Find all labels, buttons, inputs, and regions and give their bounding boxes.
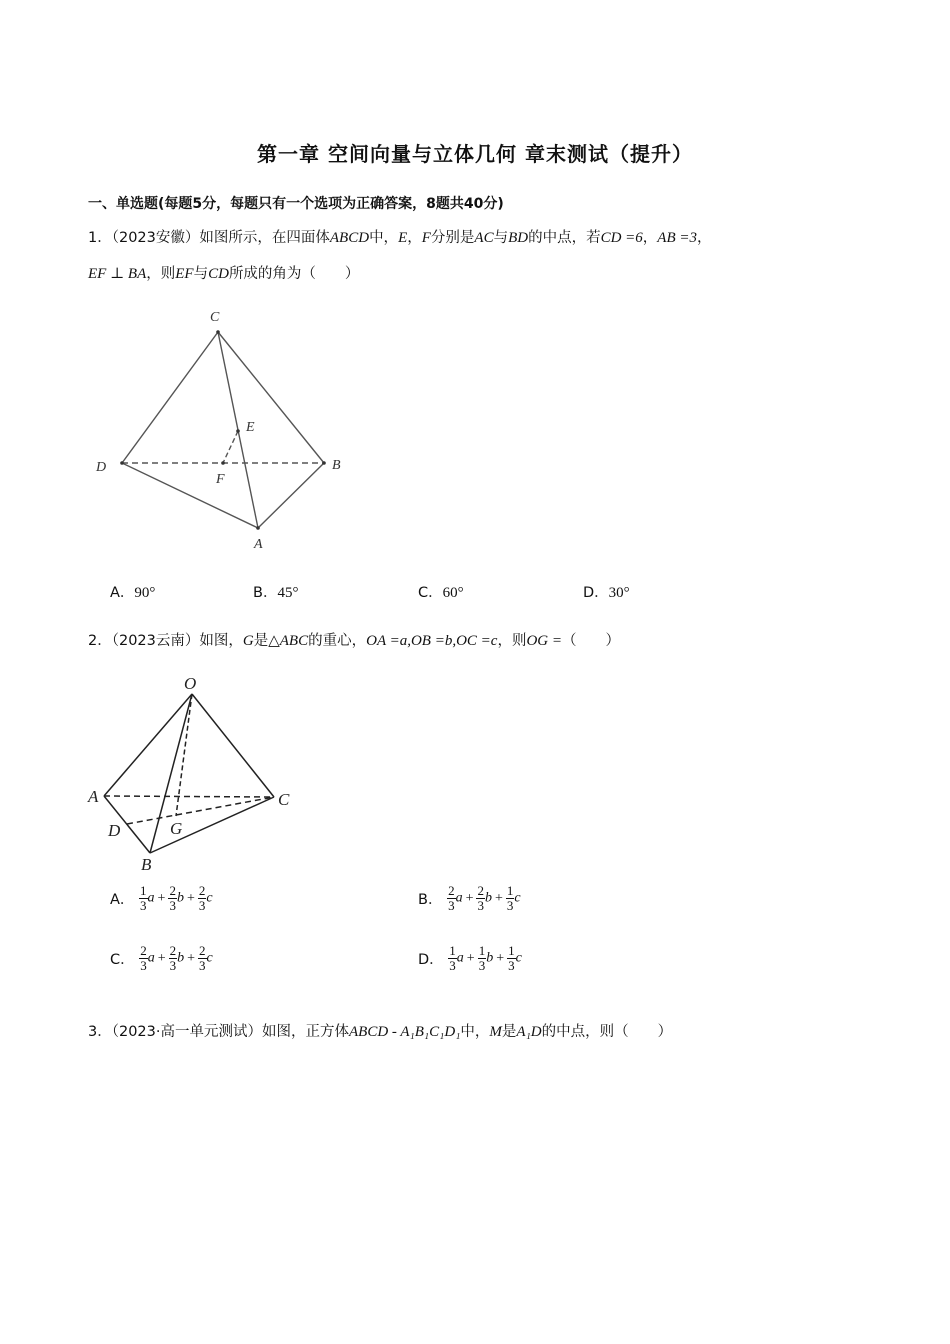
question-number: 3． [88,1024,112,1040]
question-source: （2023云南）如图， [111,633,243,649]
segment-og [176,694,192,816]
page-title: 第一章 空间向量与立体几何 章末测试（提升） [257,142,693,166]
q1-option-d[interactable] [583,581,630,602]
option-label: D． [418,952,444,968]
math: OG = [526,633,562,649]
math: △ABC [268,633,309,649]
vector-c: c [514,890,521,906]
math: AC [474,230,494,246]
text: ，则 [497,633,527,649]
vector-b: b [486,950,494,966]
math: M [489,1024,502,1040]
plus: + [494,890,503,906]
question-source: （2023·高一单元测试）如图，正方体 [111,1024,349,1040]
option-value: 45° [277,585,299,601]
text: 与 [493,230,509,246]
vector-a: a [147,890,155,906]
text: 分别是 [430,230,475,246]
label-c: C [278,790,290,809]
option-label: B． [253,585,278,601]
text: ，则 [146,266,176,282]
label-d: D [108,821,121,840]
point-e [236,429,240,433]
edge-cd [122,332,218,463]
text: ， [642,230,658,246]
vector-a: a [455,890,463,906]
question-2-line-1 [88,629,620,650]
option-value: 30° [608,585,630,601]
text: 所成的角为（ ） [228,266,360,282]
label-d: D [96,460,107,475]
vector-b: b [176,890,184,906]
math: OA =a,OB =b,OC =c [366,633,498,649]
q2-option-a[interactable] [110,884,213,913]
figure-tetrahedron-2 [80,670,320,875]
figure-tetrahedron-1 [80,300,380,560]
text: 的中点，则（ ） [541,1024,673,1040]
math: F [421,230,431,246]
edge-da [122,463,258,528]
math: ABCD [329,230,370,246]
question-number: 2． [88,633,112,649]
plus: + [465,890,474,906]
plus: + [466,950,475,966]
math: BD [508,230,529,246]
label-g: G [170,819,183,838]
option-label: C． [110,952,135,968]
fraction: $\frac{2}{3}$ [169,883,176,913]
text: 中， [369,230,399,246]
question-source: （2023安徽）如图所示，在四面体 [111,230,330,246]
math: G [242,633,254,649]
plus: + [187,950,196,966]
question-1-line-1 [88,226,712,247]
math: CD [208,266,229,282]
text: 中， [460,1024,490,1040]
math: A₁D [516,1024,542,1040]
math: AB =3 [657,230,697,246]
fraction: $\frac{1}{3}$ [449,943,456,973]
fraction: $\frac{2}{3}$ [199,943,206,973]
edge-ba [258,463,324,528]
segment-ef [223,431,238,463]
fraction: $\frac{1}{3}$ [508,943,515,973]
vector-c: c [206,950,213,966]
option-value: 90° [134,585,156,601]
vector-a: a [456,950,464,966]
text: 的重心， [308,633,367,649]
text: ， [697,230,712,246]
math: E [398,230,408,246]
option-label: B． [418,892,443,908]
fraction: $\frac{1}{3}$ [478,943,486,973]
q1-option-b[interactable] [253,581,298,602]
text: 是 [501,1024,517,1040]
text: （ ） [562,633,620,649]
vector-b: b [484,890,492,906]
label-c: C [210,310,220,325]
option-label: A． [110,585,135,601]
point-f [221,461,225,465]
plus: + [186,890,195,906]
question-number: 1． [88,230,112,246]
plus: + [157,950,166,966]
label-b: B [141,855,152,874]
math: EF [175,266,194,282]
median-dc [127,797,274,824]
question-1-line-2 [88,262,359,283]
point-a [256,526,260,530]
fraction: $\frac{2}{3}$ [140,943,147,973]
vector-c: c [515,950,522,966]
text: 的中点，若 [528,230,601,246]
label-e: E [246,420,255,435]
q1-option-a[interactable] [110,581,155,602]
q2-option-b[interactable] [418,884,521,913]
label-a: A [254,537,263,552]
fraction: $\frac{2}{3}$ [169,943,177,973]
math: CD =6 [600,230,643,246]
point-d [120,461,124,465]
vector-b: b [177,950,185,966]
option-value: 60° [442,585,464,601]
point-c [216,330,220,334]
label-f: F [216,472,225,487]
text: 是 [253,633,269,649]
plus: + [157,890,166,906]
fraction: $\frac{2}{3}$ [448,883,455,913]
q2-option-d[interactable] [418,944,522,973]
fraction: $\frac{2}{3}$ [198,883,206,913]
math: EF ⊥ BA [88,266,147,282]
fraction: $\frac{1}{3}$ [140,883,147,913]
vector-a: a [147,950,155,966]
section-heading: 一、单选题(每题5分，每题只有一个选项为正确答案，8题共40分) [88,196,504,212]
label-o: O [184,674,197,693]
option-label: D． [583,585,609,601]
text: ， [407,230,422,246]
label-b: B [332,458,341,473]
label-a: A [88,787,99,806]
vector-c: c [206,890,213,906]
q2-option-c[interactable] [110,944,213,973]
fraction: $\frac{2}{3}$ [477,883,484,913]
text: 与 [193,266,209,282]
edge-ac-hidden [104,796,274,797]
fraction: $\frac{1}{3}$ [506,883,514,913]
question-3-line-1 [88,1020,672,1041]
edge-cb [218,332,324,463]
option-label: C． [418,585,443,601]
option-label: A． [110,892,135,908]
math: ABCD - A₁B₁C₁D₁ [349,1024,461,1040]
q1-option-c[interactable] [418,581,464,602]
edge-oc [192,694,274,797]
point-b [322,461,326,465]
edge-bc [150,797,274,853]
plus: + [496,950,505,966]
